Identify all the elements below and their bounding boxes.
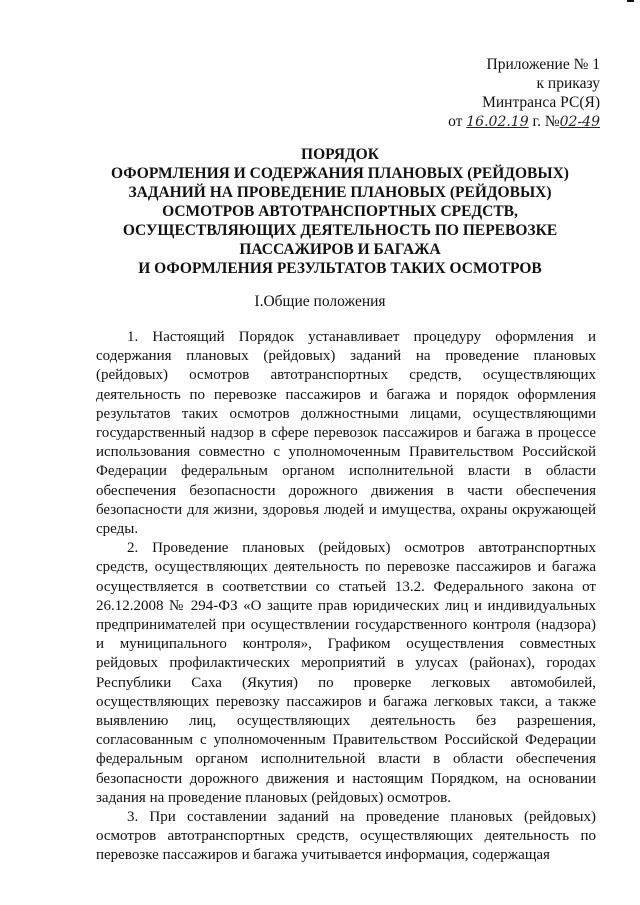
date-mid: г. № <box>532 113 560 130</box>
handwritten-number: 02-49 <box>559 114 600 130</box>
corner-mark <box>627 0 634 2</box>
paragraph-1: 1. Настоящий Порядок устанавливает процедуру оформления и содержания плановых (рейдовых) заданий на проведение плановых (рейдовых) осмотров автотранспортных средств, осуществляющих деятельность по перевозке пассажиров и багажа и порядок оформления результатов таких осмотров должностными лицами, осуществляющими государственный надзор в сфере перевозок пассажиров и багажа в процессе использования совместно с уполномоченным Правительством Российской Федерации федеральным органом исполнительной власти в области обеспечения безопасности дорожного движения в части обеспечения безопасности для жизни, здоровья людей и имущества, охраны окружающей среды. <box>96 329 596 538</box>
paragraph-3: 3. При составлении заданий на проведение плановых (рейдовых) осмотров автотранспортных средств, осуществляющих деятельность по перевозке пассажиров и багажа учитывается информация, содержащая <box>96 809 596 864</box>
document-title <box>60 145 620 278</box>
title-line: ОСУЩЕСТВЛЯЮЩИХ ДЕЯТЕЛЬНОСТЬ ПО ПЕРЕВОЗКЕ <box>122 222 558 239</box>
title-line: ПАССАЖИРОВ И БАГАЖА <box>239 241 441 258</box>
section-heading: I.Общие положения <box>254 293 386 310</box>
title-line: ЗАДАНИЙ НА ПРОВЕДЕНИЕ ПЛАНОВЫХ (РЕЙДОВЫХ) <box>128 184 552 201</box>
appendix-date-line <box>420 112 600 132</box>
appendix-block <box>420 55 600 132</box>
appendix-line-1: Приложение № 1 <box>486 56 600 73</box>
date-prefix: от <box>448 113 463 130</box>
title-line: ОФОРМЛЕНИЯ И СОДЕРЖАНИЯ ПЛАНОВЫХ (РЕЙДОВЫХ) <box>111 165 569 182</box>
title-line: И ОФОРМЛЕНИЯ РЕЗУЛЬТАТОВ ТАКИХ ОСМОТРОВ <box>138 260 542 277</box>
appendix-line-3: Минтранса РС(Я) <box>482 94 600 111</box>
title-line: ПОРЯДОК <box>301 146 379 163</box>
title-line: ОСМОТРОВ АВТОТРАНСПОРТНЫХ СРЕДСТВ, <box>162 203 518 220</box>
appendix-line-2: к приказу <box>536 75 600 92</box>
document-body <box>96 328 596 866</box>
handwritten-date: 16.02.19 <box>466 114 529 130</box>
paragraph-2: 2. Проведение плановых (рейдовых) осмотров автотранспортных средств, осуществляющих деятельность по перевозке пассажиров и багажа осуществляется в соответствии со статьей 13.2. Федерального закона от 26.12.2008 № 294-ФЗ «О защите прав юридических лиц и индивидуальных предпринимателей при осуществлении государственного контроля (надзора) и муниципального контроля», Графиком осуществления совместных рейдовых профилактических мероприятий в улусах (районах), городах Республики Саха (Якутия) по проверке легковых автомобилей, осуществляющих перевозку пассажиров и багажа легковых такси, а также выявлению лиц, осуществляющих деятельность без разрешения, согласованным с уполномоченным Правительством Российской Федерации федеральным органом исполнительной власти в области обеспечения безопасности дорожного движения и настоящим Порядком, на основании задания на проведение плановых (рейдовых) осмотров. <box>96 540 596 806</box>
